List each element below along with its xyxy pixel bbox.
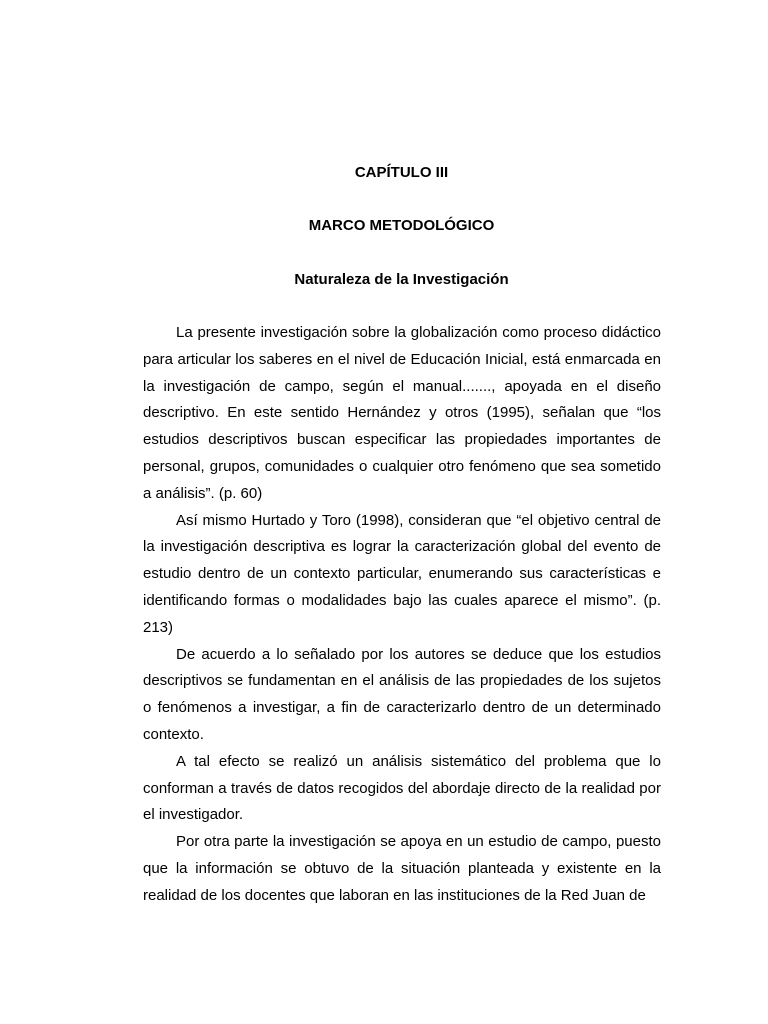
chapter-title: CAPÍTULO III xyxy=(354,164,449,181)
body-text xyxy=(143,320,661,910)
paragraph-1: La presente investigación sobre la globalización como proceso didáctico para articular los saberes en el nivel de Educación Inicial, está enmarcada en la investigación de campo, según el manual......., apoyada en el diseño descriptivo. En este sentido Hernández y otros (1995), señalan que “los estudios descriptivos buscan especificar las propiedades importantes de personal, grupos, comunidades o cualquier otro fenómeno que sea sometido a análisis”. (p. 60) xyxy=(143,324,661,502)
paragraph-3: De acuerdo a lo señalado por los autores se deduce que los estudios descriptivos se fundamentan en el análisis de las propiedades de los sujetos o fenómenos a investigar, a fin de caracterizarlo dentro de un determinado contexto. xyxy=(143,645,661,743)
paragraph-4: A tal efecto se realizó un análisis sistemático del problema que lo conforman a través de datos recogidos del abordaje directo de la realidad por el investigador. xyxy=(143,752,661,824)
paragraph-2: Así mismo Hurtado y Toro (1998), consideran que “el objetivo central de la investigación descriptiva es lograr la caracterización global del evento de estudio dentro de un contexto particular, enumerando sus características e identificando formas o modalidades bajo las cuales aparece el mismo”. (p. 213) xyxy=(143,511,661,636)
section-title: MARCO METODOLÓGICO xyxy=(308,217,495,234)
paragraph-5: Por otra parte la investigación se apoya en un estudio de campo, puesto que la información se obtuvo de la situación planteada y existente en la realidad de los docentes que laboran en las instituciones de la Red Juan de xyxy=(143,833,661,904)
subsection-title: Naturaleza de la Investigación xyxy=(294,271,509,288)
